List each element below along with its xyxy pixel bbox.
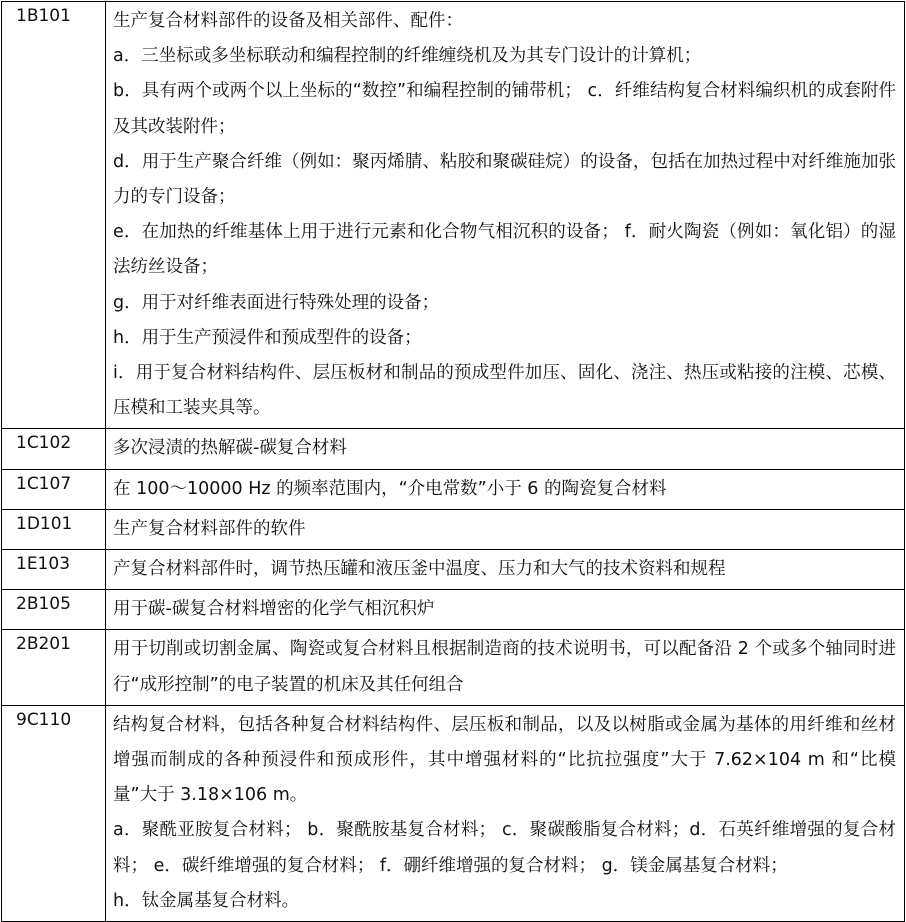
table-row xyxy=(2,509,905,549)
item-code: 1D101 xyxy=(2,509,106,549)
item-description xyxy=(106,590,905,630)
description-line: 用于切削或切割金属、陶瓷或复合材料且根据制造商的技术说明书，可以配备沿 2 个或多个轴同时进行“成形控制”的电子装置的机床及其任何组合 xyxy=(113,639,896,695)
item-code: 9C110 xyxy=(2,705,106,921)
item-description xyxy=(106,2,905,429)
table-row xyxy=(2,705,905,921)
description-line: b．具有两个或两个以上坐标的“数控”和编程控制的铺带机； c．纤维结构复合材料编织机的成套附件及其改装附件； xyxy=(113,81,896,137)
item-description xyxy=(106,429,905,469)
item-description xyxy=(106,509,905,549)
item-code: 1C107 xyxy=(2,469,106,509)
description-line: e．在加热的纤维基体上用于进行元素和化合物气相沉积的设备； f．耐火陶瓷（例如：氧化铝）的湿法纺丝设备； xyxy=(113,222,896,278)
control-list-body xyxy=(2,2,905,922)
description-line: 生产复合材料部件的设备及相关部件、配件： xyxy=(113,11,463,31)
description-line: d．用于生产聚合纤维（例如：聚丙烯腈、粘胶和聚碳硅烷）的设备，包括在加热过程中对纤维施加张力的专门设备； xyxy=(113,151,896,208)
description-line: a．聚酰亚胺复合材料； b．聚酰胺基复合材料； c．聚碳酸脂复合材料；d．石英纤维增强的复合材料； e．碳纤维增强的复合材料； f．硼纤维增强的复合材料； g．镁金属基复合材料； xyxy=(113,820,896,876)
item-description xyxy=(106,550,905,590)
item-code: 2B105 xyxy=(2,590,106,630)
description-line: h．钛金属基复合材料。 xyxy=(113,890,300,911)
item-code: 2B201 xyxy=(2,630,106,705)
table-row xyxy=(2,429,905,469)
item-code: 1C102 xyxy=(2,429,106,469)
table-row xyxy=(2,590,905,630)
description-line: 用于碳-碳复合材料增密的化学气相沉积炉 xyxy=(113,599,435,620)
table-row xyxy=(2,2,905,429)
table-row xyxy=(2,550,905,590)
item-description xyxy=(106,630,905,705)
item-code: 1E103 xyxy=(2,550,106,590)
description-line: 生产复合材料部件的软件 xyxy=(113,518,306,539)
table-row xyxy=(2,630,905,705)
item-description xyxy=(106,705,905,921)
table-row xyxy=(2,469,905,509)
description-line: 产复合材料部件时，调节热压罐和液压釜中温度、压力和大气的技术资料和规程 xyxy=(113,559,726,580)
description-line: a．三坐标或多坐标联动和编程控制的纤维缠绕机及为其专门设计的计算机； xyxy=(113,46,702,67)
item-code: 1B101 xyxy=(2,2,106,429)
description-line: 多次浸渍的热解碳-碳复合材料 xyxy=(113,438,347,459)
description-line: h．用于生产预浸件和预成型件的设备； xyxy=(113,327,422,348)
description-line: 在 100～10000 Hz 的频率范围内，“介电常数”小于 6 的陶瓷复合材料 xyxy=(113,478,667,499)
description-line: 结构复合材料，包括各种复合材料结构件、层压板和制品，以及以树脂或金属为基体的用纤维和丝材增强而制成的各种预浸件和预成形件，其中增强材料的“比抗拉强度”大于 7.62×104 m 和“比模量”大于 3.18×106 m。 xyxy=(113,714,896,806)
description-line: g．用于对纤维表面进行特殊处理的设备； xyxy=(113,292,440,313)
description-line: i．用于复合材料结构件、层压板材和制品的预成型件加压、固化、浇注、热压或粘接的注模、芯模、压模和工装夹具等。 xyxy=(113,363,896,419)
item-description xyxy=(106,469,905,509)
control-list-table xyxy=(1,1,905,922)
